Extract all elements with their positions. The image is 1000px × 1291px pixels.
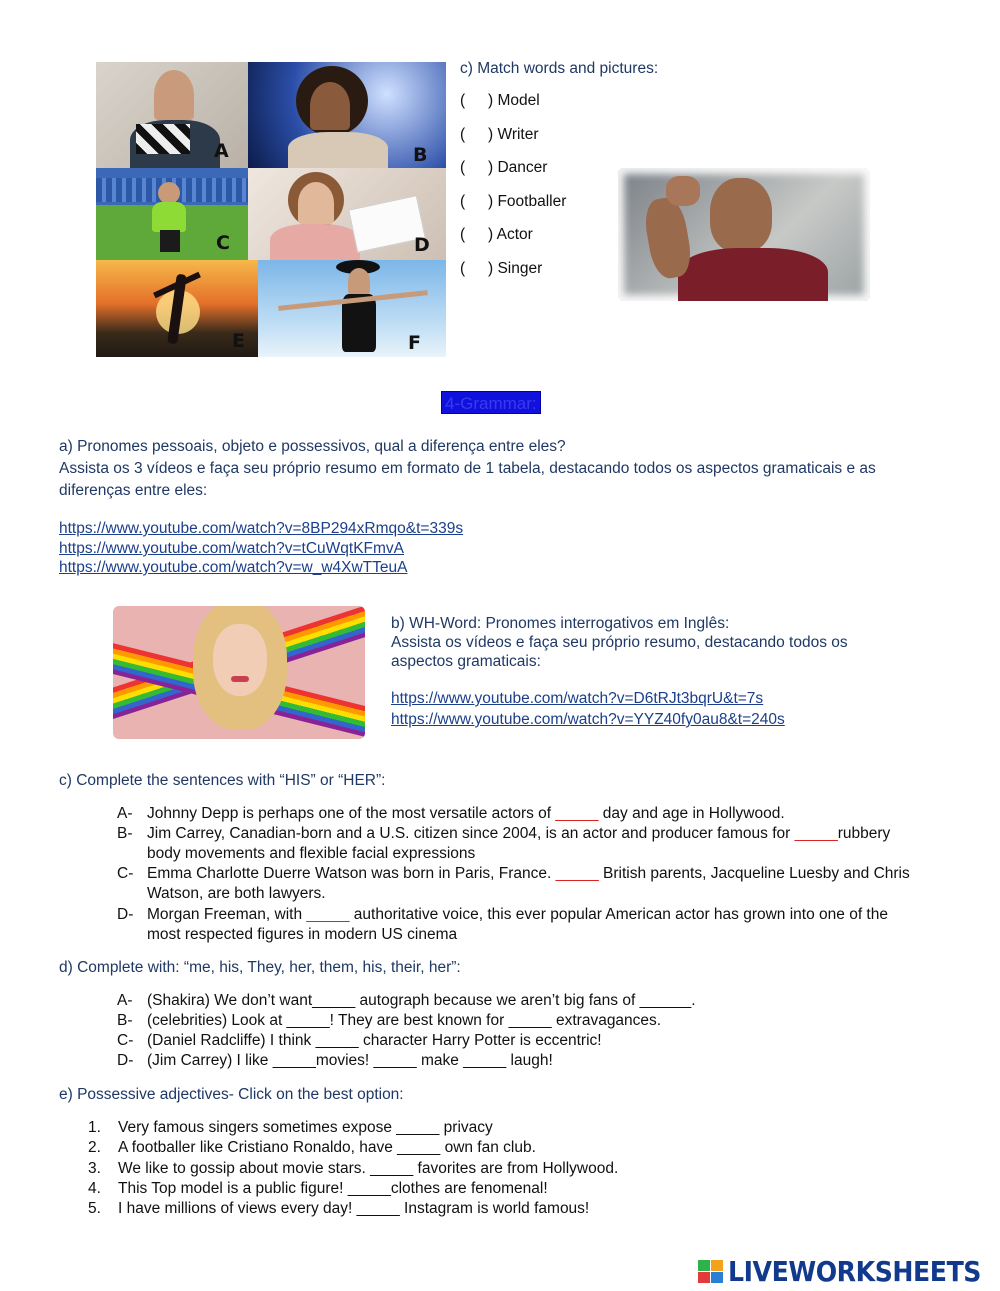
match-instruction: c) Match words and pictures: [460,60,659,77]
grammar-heading [441,391,541,414]
photo-singer [248,62,446,168]
section-e-title: e) Possessive adjectives- Click on the best option: [59,1086,404,1103]
sentence-text: A footballer like Cristiano Ronaldo, have _____ own fan club. [118,1139,536,1156]
item-number: 5. [88,1200,101,1217]
match-label: ) Dancer [488,159,548,176]
item-number: 4. [88,1180,101,1197]
item-marker: A- [117,992,133,1009]
man-head [710,178,772,252]
youtube-link-3[interactable]: https://www.youtube.com/watch?v=w_w4XwTTeuA [59,559,408,576]
sentence-text: Jim Carrey, Canadian-born and a U.S. citizen since 2004, is an actor and producer famous for [147,825,795,842]
sentence-c-c [117,864,947,904]
sentence-c-b [117,824,947,864]
youtube-link-4[interactable]: https://www.youtube.com/watch?v=D6tRJt3bqrU&t=7s [391,690,764,707]
sentence-text-line2: body movements and flexible facial expressions [147,845,476,862]
photo-footballer [96,168,248,260]
sentence-text: I have millions of views every day! _____ Instagram is world famous! [118,1200,590,1217]
answer-blank[interactable]: _____ [555,865,599,882]
item-marker: C- [117,1032,134,1049]
photo-writer [248,168,446,260]
footballer-head [158,182,180,204]
photo-model [258,260,446,357]
liveworksheets-logo [698,1257,994,1287]
match-paren: ( [460,192,466,210]
match-item-actor[interactable] [460,226,566,260]
writer-face [298,182,334,224]
sentence-text: We like to gossip about movie stars. _____ favorites are from Hollywood. [118,1160,619,1177]
match-paren: ( [460,226,466,243]
sentence-text: Johnny Depp is perhaps one of the most versatile actors of [147,805,556,822]
match-item-singer[interactable] [460,260,566,294]
sentence-text: This Top model is a public figure! _____clothes are fenomenal! [118,1180,548,1197]
sentence-text: Emma Charlotte Duerre Watson was born in Paris, France. [147,865,556,882]
match-label: ) Footballer [488,192,567,210]
match-item-model[interactable] [460,92,566,126]
sentence-text: Morgan Freeman, with [147,906,307,923]
match-paren: ( [460,259,466,277]
singer-body [288,132,388,168]
man-shirt [678,248,828,301]
section-b-title: b) WH-Word: Pronomes interrogativos em Inglês: [391,615,730,632]
sentence-text: rubbery [837,825,891,842]
match-word-list [460,92,566,293]
youtube-link-1[interactable]: https://www.youtube.com/watch?v=8BP294xRmqo&t=339s [59,520,464,537]
match-paren: ( [460,92,466,109]
section-b-body-line1: Assista os vídeos e faça seu próprio resumo, destacando todos os [391,634,848,651]
answer-blank[interactable]: _____ [306,906,350,923]
match-item-dancer[interactable] [460,159,566,193]
woman-face [213,624,267,696]
photo-letter-b: B [413,144,428,166]
sentence-text: (celebrities) Look at _____! They are best known for _____ extravagances. [147,1012,662,1029]
man-arm [641,195,694,281]
item-marker: B- [117,1012,133,1029]
photo-letter-a: A [214,140,229,162]
match-item-footballer[interactable] [460,193,566,227]
photo-letter-f: F [408,332,421,354]
section-b-body-line2: aspectos gramaticais: [391,653,541,670]
sentence-text: British parents, Jacqueline Luesby and Chris [598,865,910,882]
match-label: ) Actor [488,226,533,243]
photo-man-waving [618,168,870,301]
match-label: ) Writer [488,125,539,143]
item-number: 1. [88,1119,101,1136]
grammar-heading-text: 4-Grammar: [445,394,537,413]
match-paren: ( [460,125,466,143]
item-number: 2. [88,1139,101,1156]
match-label: ) Singer [488,259,543,277]
woman-lips [231,676,249,682]
clapperboard-icon [136,124,190,154]
logo-blocks-icon [698,1260,724,1284]
footballer-legs [160,230,180,252]
youtube-link-2[interactable]: https://www.youtube.com/watch?v=tCuWqtKFmvA [59,540,405,557]
item-marker: D- [117,906,134,923]
section-a-body-line2: diferenças entre eles: [59,482,208,499]
photo-actor [96,62,248,168]
photo-dancer [96,260,258,357]
section-c-title: c) Complete the sentences with “HIS” or “HER”: [59,772,386,789]
sentence-text-line2: most respected figures in modern US cinema [147,926,458,943]
sentence-text-line2: Watson, are both lawyers. [147,885,326,902]
sentence-text: (Daniel Radcliffe) I think _____ character Harry Potter is eccentric! [147,1032,602,1049]
sentence-text: (Shakira) We don’t want_____ autograph because we aren’t big fans of ______. [147,992,696,1009]
photo-woman-rainbow [113,606,365,739]
match-item-writer[interactable] [460,126,566,160]
singer-face [310,82,350,130]
answer-blank[interactable]: _____ [794,825,838,842]
item-marker: B- [117,825,133,842]
actor-face [154,70,194,120]
writer-body [270,224,360,260]
item-marker: A- [117,805,133,822]
section-a-body-line1: Assista os 3 vídeos e faça seu próprio resumo em formato de 1 tabela, destacando todos os aspectos gramaticais e as [59,460,876,477]
section-a-title: a) Pronomes pessoais, objeto e possessivos, qual a diferença entre eles? [59,438,566,455]
logo-text: LIVEWORKSHEETS [728,1255,982,1288]
photo-letter-c: C [216,232,230,254]
photo-letter-e: E [232,330,245,352]
sentence-text: day and age in Hollywood. [598,805,785,822]
footballer-shirt [152,202,186,232]
item-marker: C- [117,865,134,882]
model-face [348,268,370,294]
sentence-c-d [117,905,947,945]
section-d-title: d) Complete with: “me, his, They, her, them, his, their, her”: [59,959,461,976]
profession-photo-collage [96,62,446,357]
sentence-text: Very famous singers sometimes expose _____ privacy [118,1119,493,1136]
sentence-text: (Jim Carrey) I like _____movies! _____ make _____ laugh! [147,1052,553,1069]
photo-letter-d: D [414,234,430,256]
answer-blank[interactable]: _____ [555,805,599,822]
youtube-link-5[interactable]: https://www.youtube.com/watch?v=YYZ40fy0au8&t=240s [391,711,785,728]
item-marker: D- [117,1052,134,1069]
man-hand [666,176,700,206]
match-label: ) Model [488,92,540,109]
match-paren: ( [460,159,466,176]
item-number: 3. [88,1160,101,1177]
sentence-text: authoritative voice, this ever popular American actor has grown into one of the [349,906,888,923]
